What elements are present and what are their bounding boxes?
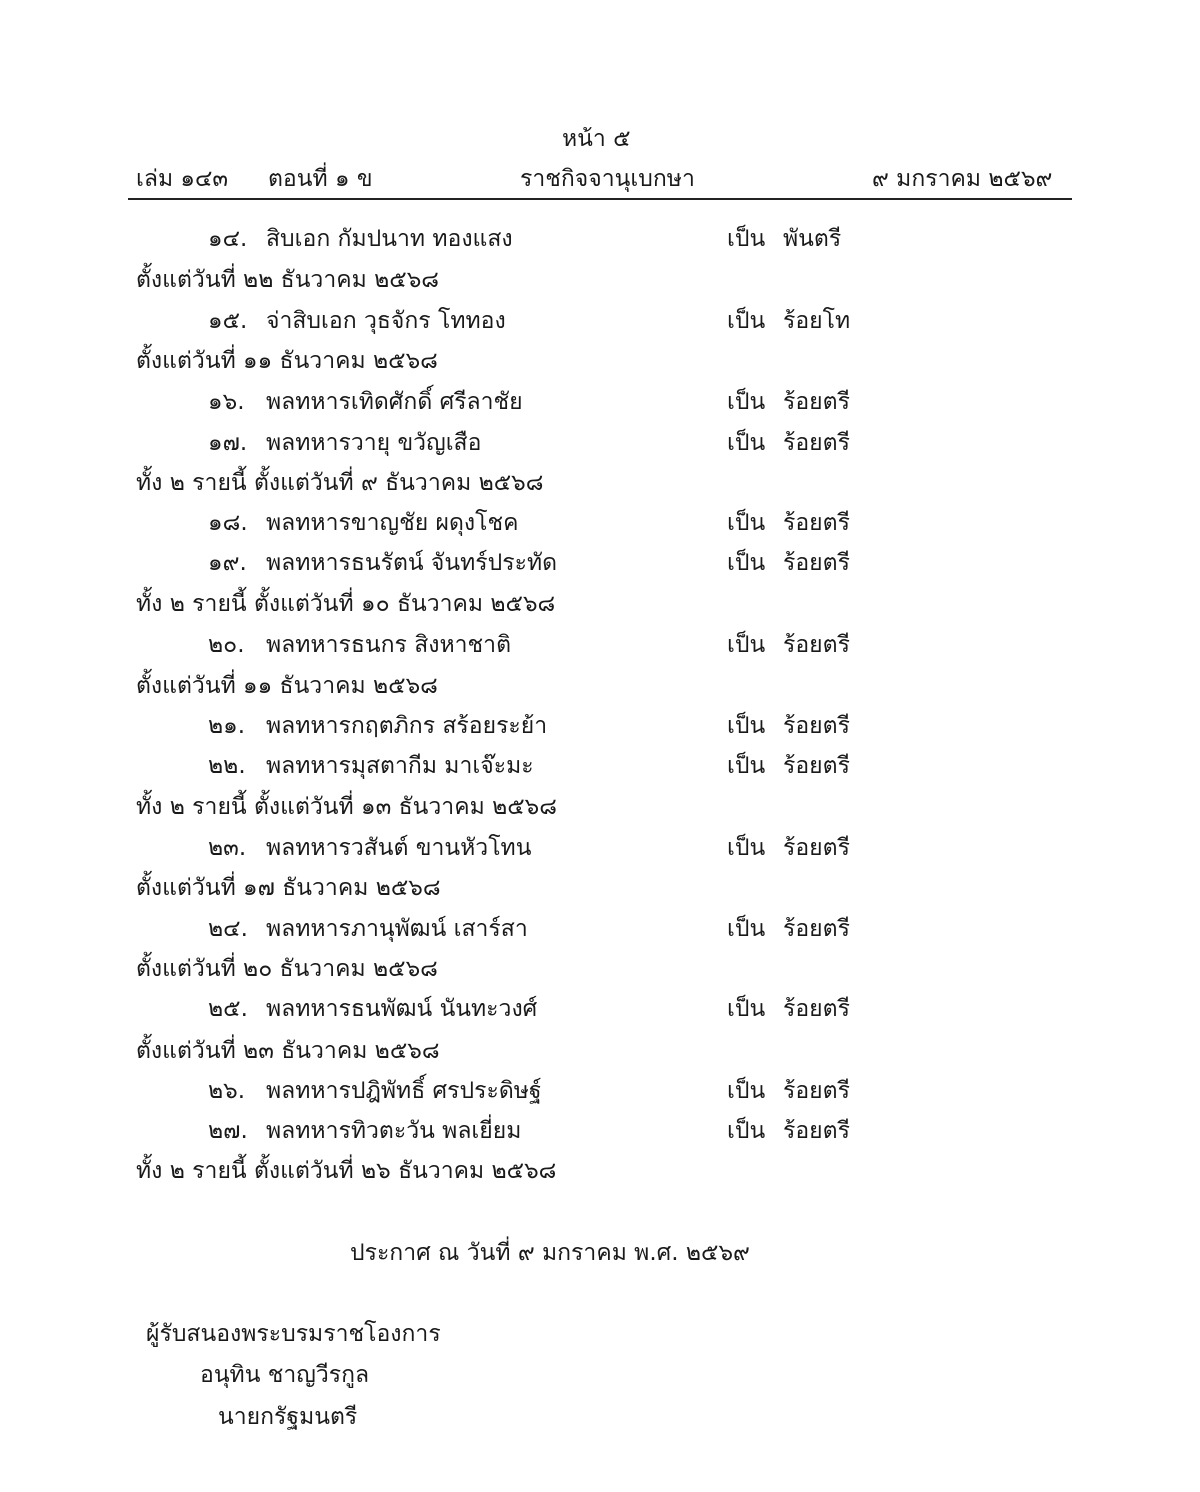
entry-rank: ร้อยตรี xyxy=(783,835,850,861)
effective-date-line: ทั้ง ๒ รายนี้ ตั้งแต่วันที่ ๑๓ ธันวาคม ๒๕๖๘ xyxy=(136,794,557,820)
entry-rank: ร้อยตรี xyxy=(783,632,850,658)
entry-name: พลทหารวสันต์ ขานหัวโทน xyxy=(266,835,532,861)
entry-number: ๑๖. xyxy=(208,389,245,415)
entry-rank: ร้อยตรี xyxy=(783,1118,850,1144)
entry-conjunction: เป็น xyxy=(727,226,766,252)
effective-date-line: ตั้งแต่วันที่ ๒๐ ธันวาคม ๒๕๖๘ xyxy=(136,956,438,982)
signatory-title: นายกรัฐมนตรี xyxy=(218,1404,358,1430)
entry-rank: ร้อยตรี xyxy=(783,550,850,576)
entry-conjunction: เป็น xyxy=(727,632,766,658)
entry-number: ๒๑. xyxy=(208,713,246,739)
effective-date-line: ทั้ง ๒ รายนี้ ตั้งแต่วันที่ ๒๖ ธันวาคม ๒๕๖๘ xyxy=(136,1158,557,1184)
entry-number: ๒๕. xyxy=(208,996,248,1022)
proclamation-date: ประกาศ ณ วันที่ ๙ มกราคม พ.ศ. ๒๕๖๙ xyxy=(350,1240,750,1266)
entry-conjunction: เป็น xyxy=(727,389,766,415)
entry-rank: ร้อยตรี xyxy=(783,510,850,536)
entry-conjunction: เป็น xyxy=(727,550,766,576)
entry-rank: ร้อยโท xyxy=(783,308,851,334)
effective-date-line: ตั้งแต่วันที่ ๑๗ ธันวาคม ๒๕๖๘ xyxy=(136,875,441,901)
entry-conjunction: เป็น xyxy=(727,835,766,861)
entry-number: ๒๖. xyxy=(208,1078,246,1104)
section-label: ตอนที่ ๑ ข xyxy=(268,166,373,192)
entry-conjunction: เป็น xyxy=(727,308,766,334)
entry-conjunction: เป็น xyxy=(727,916,766,942)
entry-number: ๒๒. xyxy=(208,753,246,779)
entry-name: พลทหารเทิดศักดิ์ ศรีลาชัย xyxy=(266,389,523,415)
entry-name: พลทหารทิวตะวัน พลเยี่ยม xyxy=(266,1118,522,1144)
entry-number: ๑๗. xyxy=(208,430,248,456)
entry-name: พลทหารธนพัฒน์ นันทะวงศ์ xyxy=(266,996,538,1022)
entry-name: พลทหารกฤตภิกร สร้อยระย้า xyxy=(266,713,548,739)
header-rule xyxy=(128,198,1072,200)
entry-number: ๑๙. xyxy=(208,550,247,576)
entry-rank: ร้อยตรี xyxy=(783,916,850,942)
entry-name: พลทหารภานุพัฒน์ เสาร์สา xyxy=(266,916,528,942)
effective-date-line: ทั้ง ๒ รายนี้ ตั้งแต่วันที่ ๙ ธันวาคม ๒๕๖๘ xyxy=(136,470,544,496)
entry-name: พลทหารวายุ ขวัญเสือ xyxy=(266,430,482,456)
entry-number: ๑๕. xyxy=(208,308,248,334)
entry-rank: ร้อยตรี xyxy=(783,996,850,1022)
gazette-name: ราชกิจจานุเบกษา xyxy=(520,166,695,192)
entry-rank: ร้อยตรี xyxy=(783,389,850,415)
entry-number: ๒๔. xyxy=(208,916,248,942)
entry-conjunction: เป็น xyxy=(727,713,766,739)
effective-date-line: ตั้งแต่วันที่ ๒๓ ธันวาคม ๒๕๖๘ xyxy=(136,1038,440,1064)
entry-rank: ร้อยตรี xyxy=(783,1078,850,1104)
entry-rank: ร้อยตรี xyxy=(783,753,850,779)
entry-number: ๒๓. xyxy=(208,835,247,861)
entry-name: จ่าสิบเอก วุธจักร โททอง xyxy=(266,308,506,334)
entry-number: ๒๐. xyxy=(208,632,245,658)
entry-conjunction: เป็น xyxy=(727,1078,766,1104)
entry-name: พลทหารธนรัตน์ จันทร์ประทัด xyxy=(266,550,558,576)
page-number: หน้า ๕ xyxy=(562,126,631,152)
signatory-name: อนุทิน ชาญวีรกูล xyxy=(200,1362,370,1388)
entry-conjunction: เป็น xyxy=(727,510,766,536)
volume-label: เล่ม ๑๔๓ xyxy=(136,166,229,192)
entry-conjunction: เป็น xyxy=(727,996,766,1022)
effective-date-line: ตั้งแต่วันที่ ๑๑ ธันวาคม ๒๕๖๘ xyxy=(136,673,438,699)
effective-date-line: ตั้งแต่วันที่ ๑๑ ธันวาคม ๒๕๖๘ xyxy=(136,348,438,374)
entry-name: พลทหารธนกร สิงหาชาติ xyxy=(266,632,512,658)
entry-number: ๑๔. xyxy=(208,226,248,252)
entry-name: พลทหารปฎิพัทธิ์ ศรประดิษฐ์ xyxy=(266,1078,542,1104)
entry-conjunction: เป็น xyxy=(727,1118,766,1144)
entry-name: พลทหารมุสตากีม มาเจ๊ะมะ xyxy=(266,753,534,779)
entry-rank: พันตรี xyxy=(783,226,842,252)
effective-date-line: ตั้งแต่วันที่ ๒๒ ธันวาคม ๒๕๖๘ xyxy=(136,267,440,293)
entry-number: ๑๘. xyxy=(208,510,248,536)
entry-rank: ร้อยตรี xyxy=(783,430,850,456)
entry-name: สิบเอก กัมปนาท ทองแสง xyxy=(266,226,513,252)
entry-number: ๒๗. xyxy=(208,1118,248,1144)
effective-date-line: ทั้ง ๒ รายนี้ ตั้งแต่วันที่ ๑๐ ธันวาคม ๒๕๖๘ xyxy=(136,591,556,617)
entry-conjunction: เป็น xyxy=(727,753,766,779)
countersign-label: ผู้รับสนองพระบรมราชโองการ xyxy=(146,1321,441,1347)
entry-name: พลทหารขาญชัย ผดุงโชค xyxy=(266,510,519,536)
header-date: ๙ มกราคม ๒๕๖๙ xyxy=(872,166,1053,192)
entry-rank: ร้อยตรี xyxy=(783,713,850,739)
entry-conjunction: เป็น xyxy=(727,430,766,456)
